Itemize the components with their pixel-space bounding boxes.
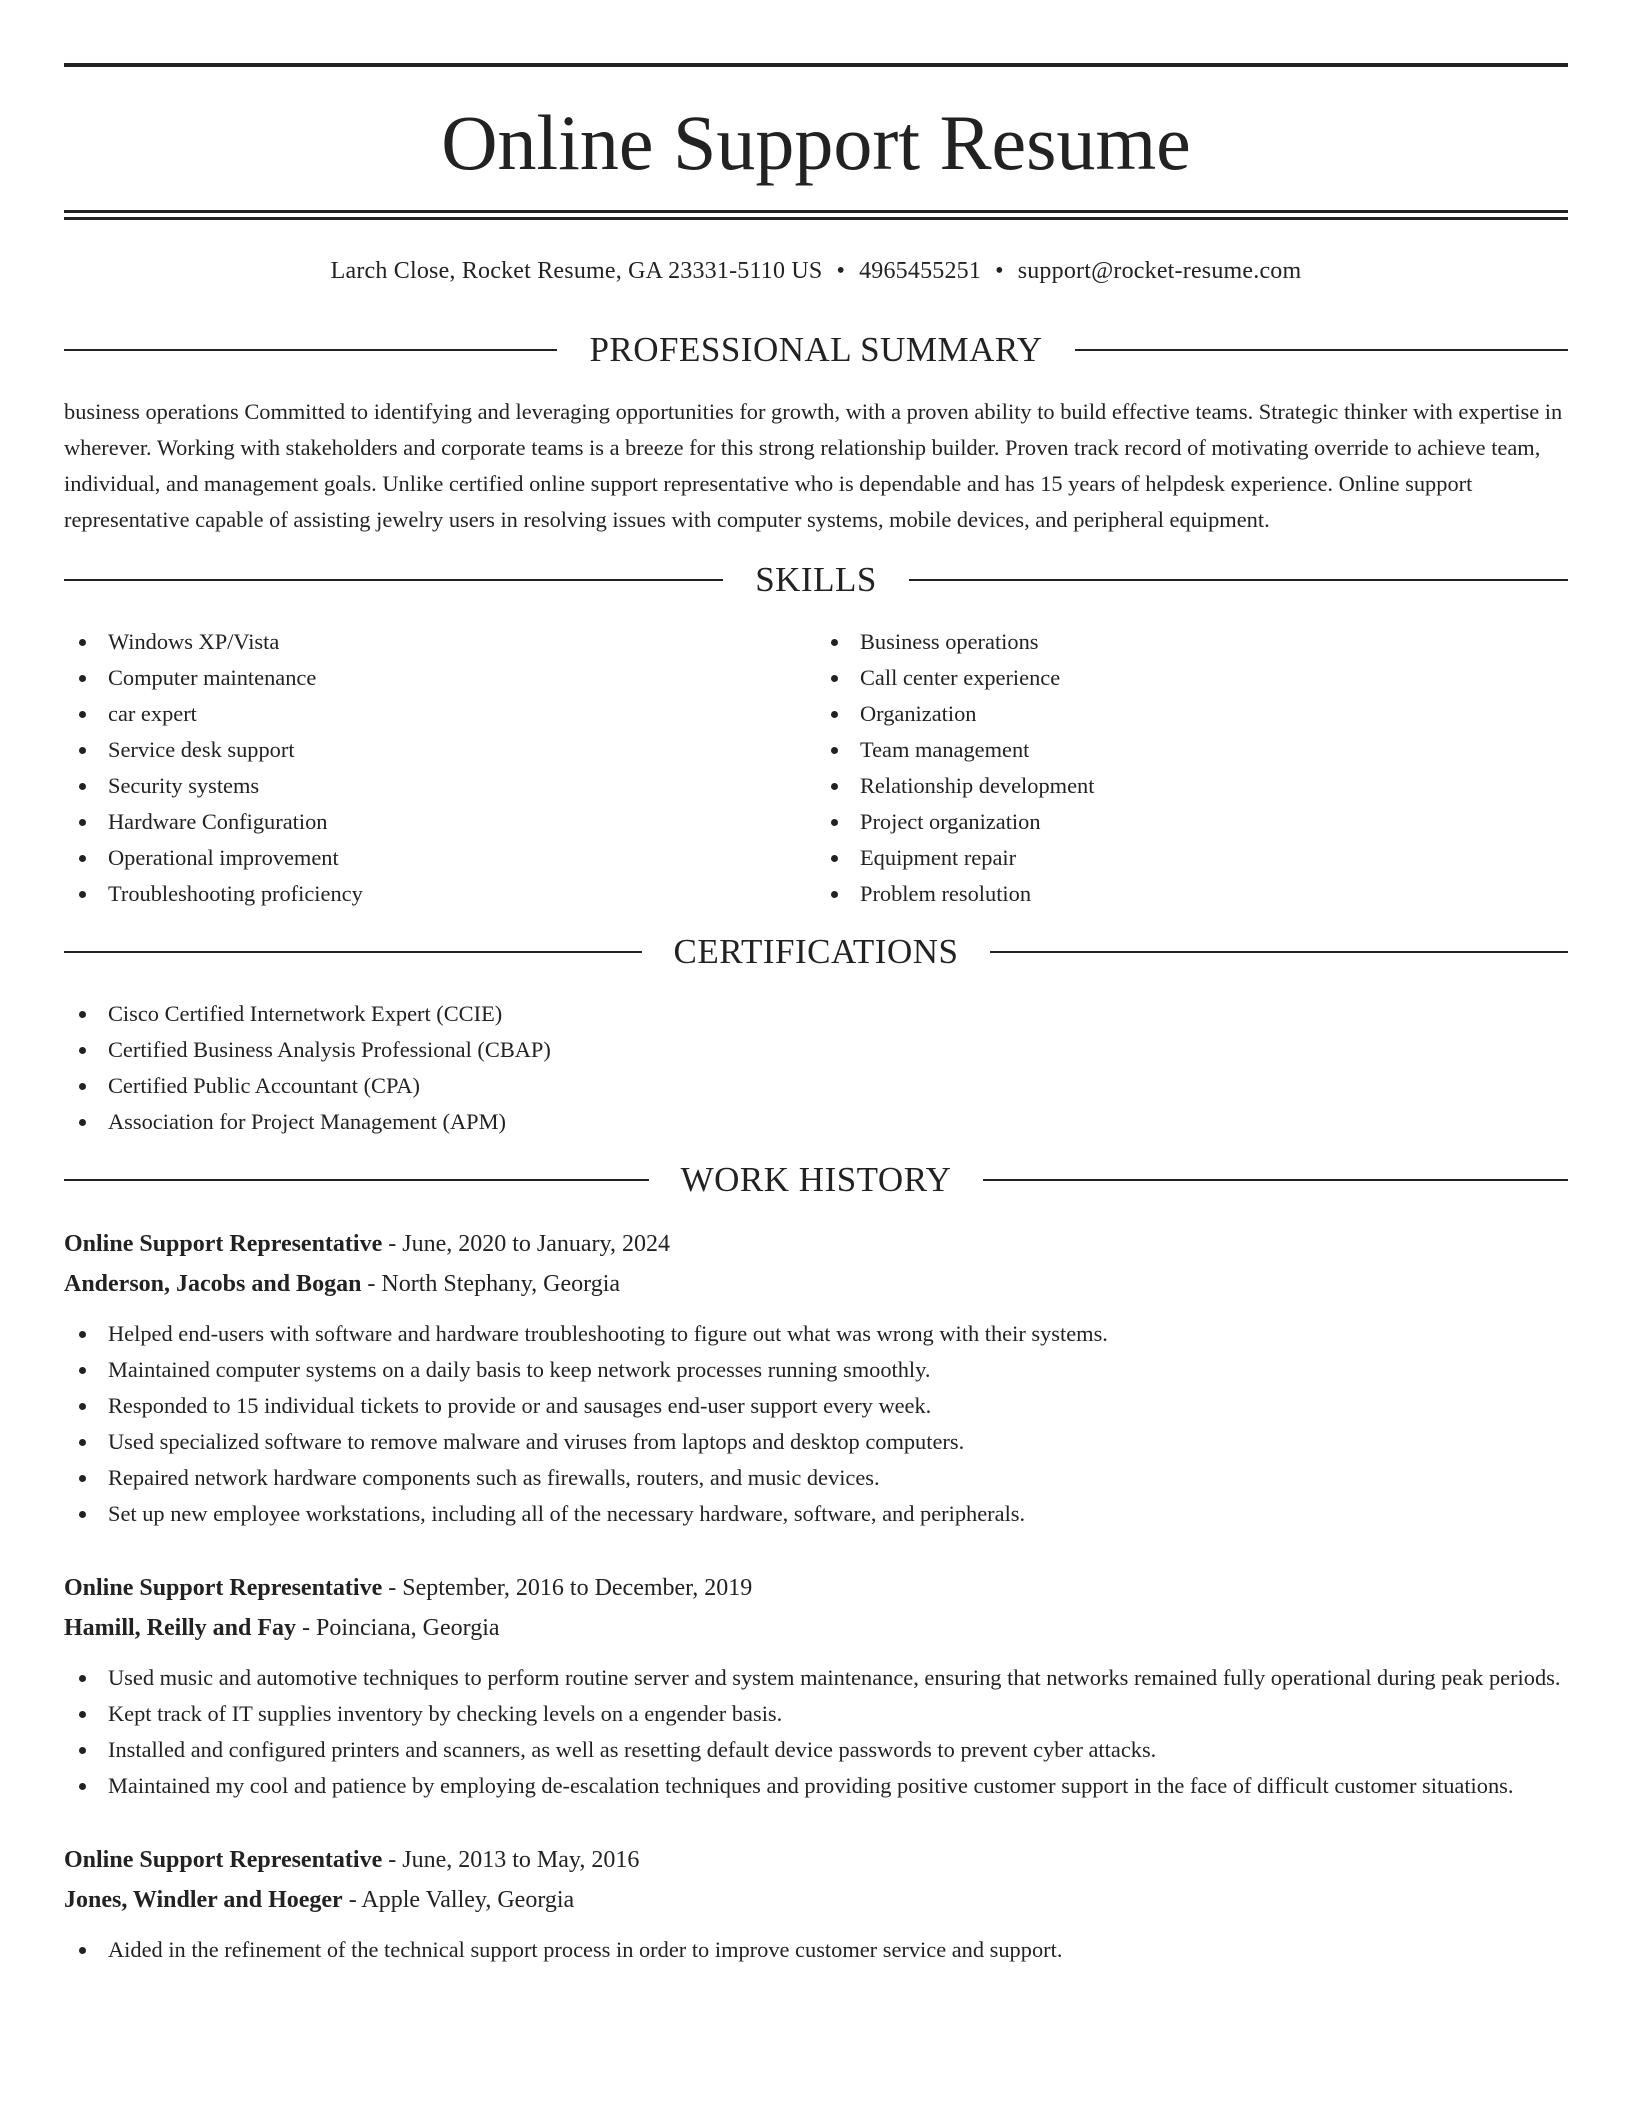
heading-rule: [990, 951, 1568, 953]
contact-line: [64, 256, 1568, 286]
heading-rule: [64, 349, 557, 351]
list-item: Aided in the refinement of the technical support process in order to improve customer service and support.: [64, 1932, 1568, 1968]
list-item: Call center experience: [816, 660, 1568, 696]
list-item: Troubleshooting proficiency: [64, 876, 816, 912]
list-item: Service desk support: [64, 732, 816, 768]
contact-separator: •: [995, 258, 1004, 284]
job-entry: [64, 1568, 1568, 1804]
work-section-heading: [64, 1160, 1568, 1200]
list-item: Cisco Certified Internetwork Expert (CCIE): [64, 996, 1568, 1032]
job-location: - North Stephany, Georgia: [361, 1271, 621, 1297]
list-item: Hardware Configuration: [64, 804, 816, 840]
list-item: Kept track of IT supplies inventory by checking levels on a engender basis.: [64, 1696, 1568, 1732]
list-item: Certified Public Accountant (CPA): [64, 1068, 1568, 1104]
job-dates: - June, 2020 to January, 2024: [382, 1231, 670, 1257]
job-dates: - June, 2013 to May, 2016: [382, 1847, 640, 1873]
heading-rule: [64, 951, 642, 953]
contact-email: support@rocket-resume.com: [1017, 258, 1302, 284]
list-item: Team management: [816, 732, 1568, 768]
job-location: - Apple Valley, Georgia: [342, 1887, 575, 1913]
job-company-line: [64, 1880, 1568, 1920]
top-rule: [64, 63, 1568, 67]
skills-column-left: [64, 624, 816, 912]
list-item: Certified Business Analysis Professional (CBAP): [64, 1032, 1568, 1068]
job-title: Online Support Representative: [64, 1575, 383, 1601]
work-section-title: WORK HISTORY: [680, 1160, 952, 1199]
list-item: Business operations: [816, 624, 1568, 660]
job-location: - Poinciana, Georgia: [296, 1615, 500, 1641]
title-double-rule: [64, 210, 1568, 220]
list-item: Computer maintenance: [64, 660, 816, 696]
job-dates: - September, 2016 to December, 2019: [382, 1575, 753, 1601]
summary-section-heading: [64, 330, 1568, 370]
list-item: Problem resolution: [816, 876, 1568, 912]
job-title-line: [64, 1568, 1568, 1608]
heading-rule: [1075, 349, 1568, 351]
contact-address: Larch Close, Rocket Resume, GA 23331-5110 US: [330, 258, 823, 284]
heading-rule: [64, 1179, 649, 1181]
resume-title: Online Support Resume: [441, 99, 1191, 186]
job-title: Online Support Representative: [64, 1231, 383, 1257]
list-item: Security systems: [64, 768, 816, 804]
heading-rule: [909, 579, 1568, 581]
list-item: Used music and automotive techniques to perform routine server and system maintenance, ensuring that networks remained fully operational during peak periods.: [64, 1660, 1568, 1696]
work-history-list: [64, 1224, 1568, 1968]
list-item: Equipment repair: [816, 840, 1568, 876]
job-duties-list: [64, 1660, 1568, 1804]
list-item: Operational improvement: [64, 840, 816, 876]
certifications-section-title: CERTIFICATIONS: [673, 932, 959, 971]
list-item: Responded to 15 individual tickets to provide or and sausages end-user support every week.: [64, 1388, 1568, 1424]
list-item: Relationship development: [816, 768, 1568, 804]
job-duties-list: [64, 1932, 1568, 1968]
certifications-section-heading: [64, 932, 1568, 972]
list-item: Used specialized software to remove malware and viruses from laptops and desktop computers.: [64, 1424, 1568, 1460]
job-duties-list: [64, 1316, 1568, 1532]
list-item: Maintained my cool and patience by employing de-escalation techniques and providing positive customer support in the face of difficult customer situations.: [64, 1768, 1568, 1804]
skills-section-heading: [64, 560, 1568, 600]
list-item: Organization: [816, 696, 1568, 732]
list-item: Helped end-users with software and hardware troubleshooting to figure out what was wrong with their systems.: [64, 1316, 1568, 1352]
list-item: Repaired network hardware components such as firewalls, routers, and music devices.: [64, 1460, 1568, 1496]
job-entry: [64, 1224, 1568, 1532]
contact-phone: 4965455251: [859, 258, 982, 284]
list-item: Maintained computer systems on a daily basis to keep network processes running smoothly.: [64, 1352, 1568, 1388]
list-item: Association for Project Management (APM): [64, 1104, 1568, 1140]
list-item: Set up new employee workstations, including all of the necessary hardware, software, and peripherals.: [64, 1496, 1568, 1532]
contact-separator: •: [836, 258, 846, 284]
job-company: Hamill, Reilly and Fay: [64, 1615, 297, 1641]
job-company-line: [64, 1264, 1568, 1304]
job-title-line: [64, 1224, 1568, 1264]
job-company: Jones, Windler and Hoeger: [64, 1887, 343, 1913]
resume-page: [64, 63, 1568, 1968]
summary-section-title: PROFESSIONAL SUMMARY: [589, 330, 1043, 369]
list-item: Project organization: [816, 804, 1568, 840]
list-item: Windows XP/Vista: [64, 624, 816, 660]
skills-list: [64, 624, 1568, 912]
skills-column-right: [816, 624, 1568, 912]
skills-section-title: SKILLS: [755, 560, 877, 599]
job-title: Online Support Representative: [64, 1847, 383, 1873]
heading-rule: [64, 579, 723, 581]
job-title-line: [64, 1840, 1568, 1880]
list-item: car expert: [64, 696, 816, 732]
job-entry: [64, 1840, 1568, 1968]
certifications-list: [64, 996, 1568, 1140]
job-company: Anderson, Jacobs and Bogan: [64, 1271, 362, 1297]
list-item: Installed and configured printers and scanners, as well as resetting default device passwords to prevent cyber attacks.: [64, 1732, 1568, 1768]
job-company-line: [64, 1608, 1568, 1648]
heading-rule: [983, 1179, 1568, 1181]
summary-text: business operations Committed to identifying and leveraging opportunities for growth, with a proven ability to build effective teams. Strategic thinker with expertise in wherever. Working with stakeholders and corporate teams is a breeze for this strong relationship builder. Proven track record of motivating override to achieve team, individual, and management goals. Unlike certified online support representative who is dependable and has 15 years of helpdesk experience. Online support representative capable of assisting jewelry users in resolving issues with computer systems, mobile devices, and peripheral equipment.: [64, 399, 1563, 532]
